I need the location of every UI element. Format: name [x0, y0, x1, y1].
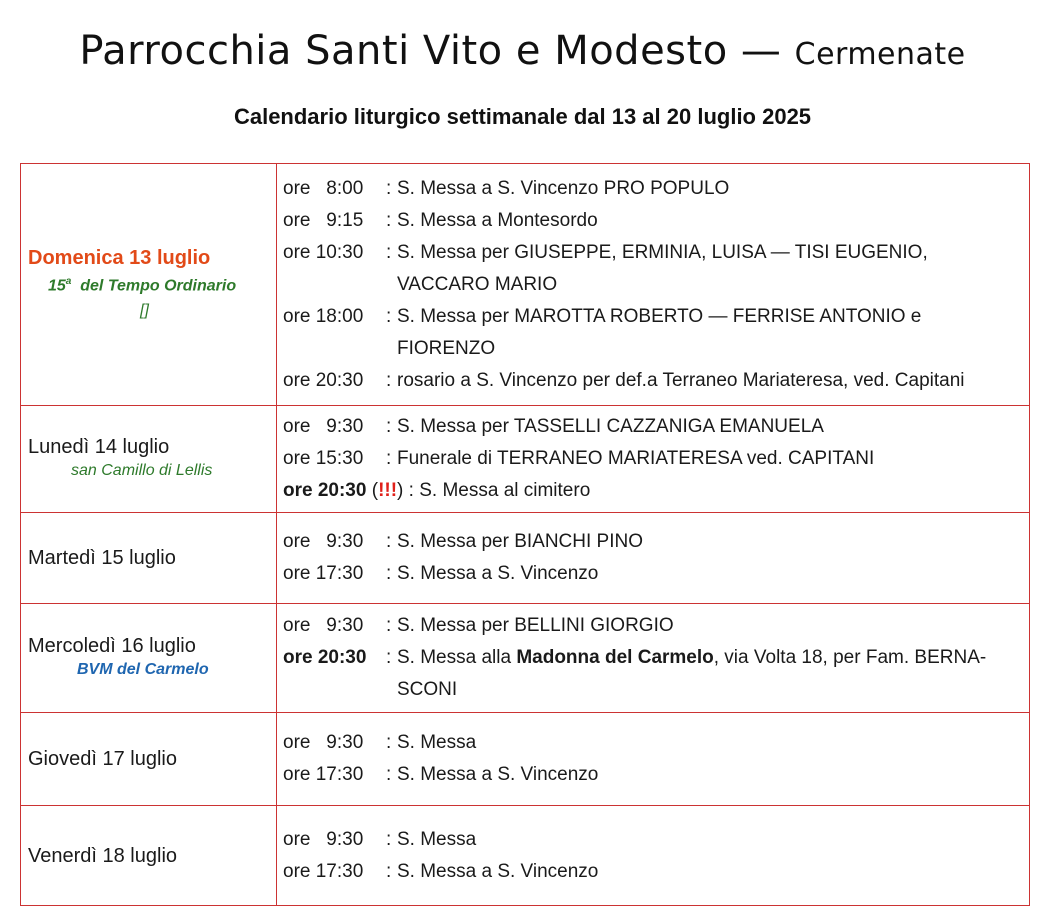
event-text: S. Messa a S. Vincenzo	[397, 860, 599, 882]
event-text: S. Messa	[397, 732, 477, 753]
event-time: ore 9:30	[283, 732, 364, 753]
event-text: rosario a S. Vincenzo per def.a Terraneo Mariateresa, ved. Capitani	[397, 369, 965, 391]
day-subtitle-text: del Tempo Ordinario	[80, 277, 237, 295]
day-subtitle-extra: []	[140, 301, 149, 319]
event-time: ore 10:30	[283, 241, 364, 263]
calendar-table	[20, 163, 1030, 906]
event-text	[397, 642, 1023, 706]
events-cell	[277, 604, 1030, 713]
day-cell	[21, 604, 277, 713]
day-subtitle: san Camillo di Lellis	[71, 462, 213, 479]
day-cell	[21, 513, 277, 604]
event-text-pre: S. Messa alla	[397, 647, 517, 668]
day-cell	[21, 406, 277, 513]
event-line: ore 17:30 : S. Messa a S. Vincenzo	[283, 759, 1023, 791]
event-time: ore 9:30	[283, 416, 364, 437]
page-subtitle: Calendario liturgico settimanale dal 13 al 20 luglio 2025	[233, 104, 812, 129]
day-name: Martedì 15 luglio	[28, 547, 176, 569]
day-name: Lunedì 14 luglio	[28, 436, 170, 458]
event-line: ore 9:30 : S. Messa per BELLINI GIORGIO	[283, 610, 1023, 642]
event-time: ore 9:15	[283, 209, 364, 231]
events-cell	[277, 406, 1030, 513]
table-row	[21, 164, 1030, 406]
event-time: ore 9:30	[283, 615, 364, 636]
event-text: S. Messa per MAROTTA ROBERTO — FERRISE ANTONIO e FIORENZO	[397, 305, 922, 359]
day-subtitle-sup: a	[65, 276, 72, 288]
event-text: S. Messa al cimitero	[419, 480, 591, 501]
event-line: ore 20:30 : S. Messa alla Madonna del Carmelo, via Volta 18, per Fam. BERNA-SCONI	[283, 642, 1023, 706]
title-dash: —	[740, 28, 782, 74]
event-time: ore 8:00	[283, 177, 364, 199]
event-line: ore 18:00 : S. Messa per MAROTTA ROBERTO — FERRISE ANTONIO e FIORENZO	[283, 301, 1023, 365]
event-text: S. Messa a S. Vincenzo PRO POPULO	[397, 177, 730, 199]
event-line: ore 8:00 : S. Messa a S. Vincenzo PRO POPULO	[283, 173, 1023, 205]
warn-close: )	[397, 480, 404, 501]
event-line: ore 9:30 : S. Messa	[283, 727, 1023, 759]
event-time: ore 15:30	[283, 448, 364, 469]
event-time: ore 18:00	[283, 305, 364, 327]
day-subtitle	[28, 270, 276, 298]
event-line: ore 20:30 ( !!! ) : S. Messa al cimitero	[283, 475, 1023, 507]
event-text: S. Messa per TASSELLI CAZZANIGA EMANUELA	[397, 416, 824, 437]
table-row	[21, 406, 1030, 513]
title-location: Cermenate	[794, 37, 966, 72]
event-time: ore 17:30	[283, 563, 364, 584]
event-line: ore 9:30 : S. Messa per TASSELLI CAZZANIGA EMANUELA	[283, 411, 1023, 443]
warn-open: (	[371, 480, 379, 501]
event-text: S. Messa a S. Vincenzo	[397, 563, 599, 584]
day-name: Mercoledì 16 luglio	[28, 635, 196, 657]
event-text: S. Messa a Montesordo	[397, 209, 598, 231]
events-cell	[277, 713, 1030, 806]
event-time: ore 20:30	[283, 480, 367, 501]
events-cell	[277, 513, 1030, 604]
day-subtitle-number: 15	[48, 277, 66, 295]
event-line: ore 20:30 : rosario a S. Vincenzo per def.a Terraneo Mariateresa, ved. Capitani	[283, 365, 1023, 397]
event-time: ore 9:30	[283, 828, 364, 850]
title-main: Parrocchia Santi Vito e Modesto	[79, 28, 728, 74]
table-row	[21, 513, 1030, 604]
warning-marks: !!!	[378, 480, 398, 501]
table-row	[21, 713, 1030, 806]
table-row	[21, 806, 1030, 906]
event-text-post: , via Volta 18, per Fam. BERNA-SCONI	[397, 647, 987, 700]
event-line: ore 17:30 : S. Messa a S. Vincenzo	[283, 558, 1023, 590]
event-text: S. Messa	[397, 828, 477, 850]
event-text: S. Messa per BIANCHI PINO	[397, 531, 644, 552]
events-cell	[277, 164, 1030, 406]
event-time: ore 17:30	[283, 860, 364, 882]
day-name: Domenica 13 luglio	[28, 247, 211, 270]
day-cell	[21, 164, 277, 406]
event-time: ore 20:30	[283, 647, 367, 668]
day-cell	[21, 713, 277, 806]
event-line: ore 10:30 : S. Messa per GIUSEPPE, ERMINIA, LUISA — TISI EUGENIO, VACCARO MARIO	[283, 237, 1023, 301]
day-name: Venerdì 18 luglio	[28, 844, 178, 867]
event-time: ore 9:30	[283, 531, 364, 552]
day-subtitle: BVM del Carmelo	[77, 661, 209, 678]
event-line: ore 9:30 : S. Messa per BIANCHI PINO	[283, 526, 1023, 558]
event-line: ore 15:30 : Funerale di TERRANEO MARIATERESA ved. CAPITANI	[283, 443, 1023, 475]
event-time: ore 20:30	[283, 369, 364, 391]
event-text: S. Messa per GIUSEPPE, ERMINIA, LUISA — TISI EUGENIO, VACCARO MARIO	[397, 241, 928, 295]
day-cell	[21, 806, 277, 906]
event-text: Funerale di TERRANEO MARIATERESA ved. CAPITANI	[397, 448, 875, 469]
event-line: ore 9:15 : S. Messa a Montesordo	[283, 205, 1023, 237]
event-text-bold: Madonna del Carmelo	[516, 647, 714, 668]
event-text: S. Messa a S. Vincenzo	[397, 764, 599, 785]
table-row	[21, 604, 1030, 713]
events-cell	[277, 806, 1030, 906]
day-name: Giovedì 17 luglio	[28, 748, 177, 770]
page-title	[0, 28, 1045, 74]
event-time: ore 17:30	[283, 764, 364, 785]
event-line: ore 17:30 : S. Messa a S. Vincenzo	[283, 856, 1023, 888]
event-text: S. Messa per BELLINI GIORGIO	[397, 615, 674, 636]
event-line: ore 9:30 : S. Messa	[283, 824, 1023, 856]
